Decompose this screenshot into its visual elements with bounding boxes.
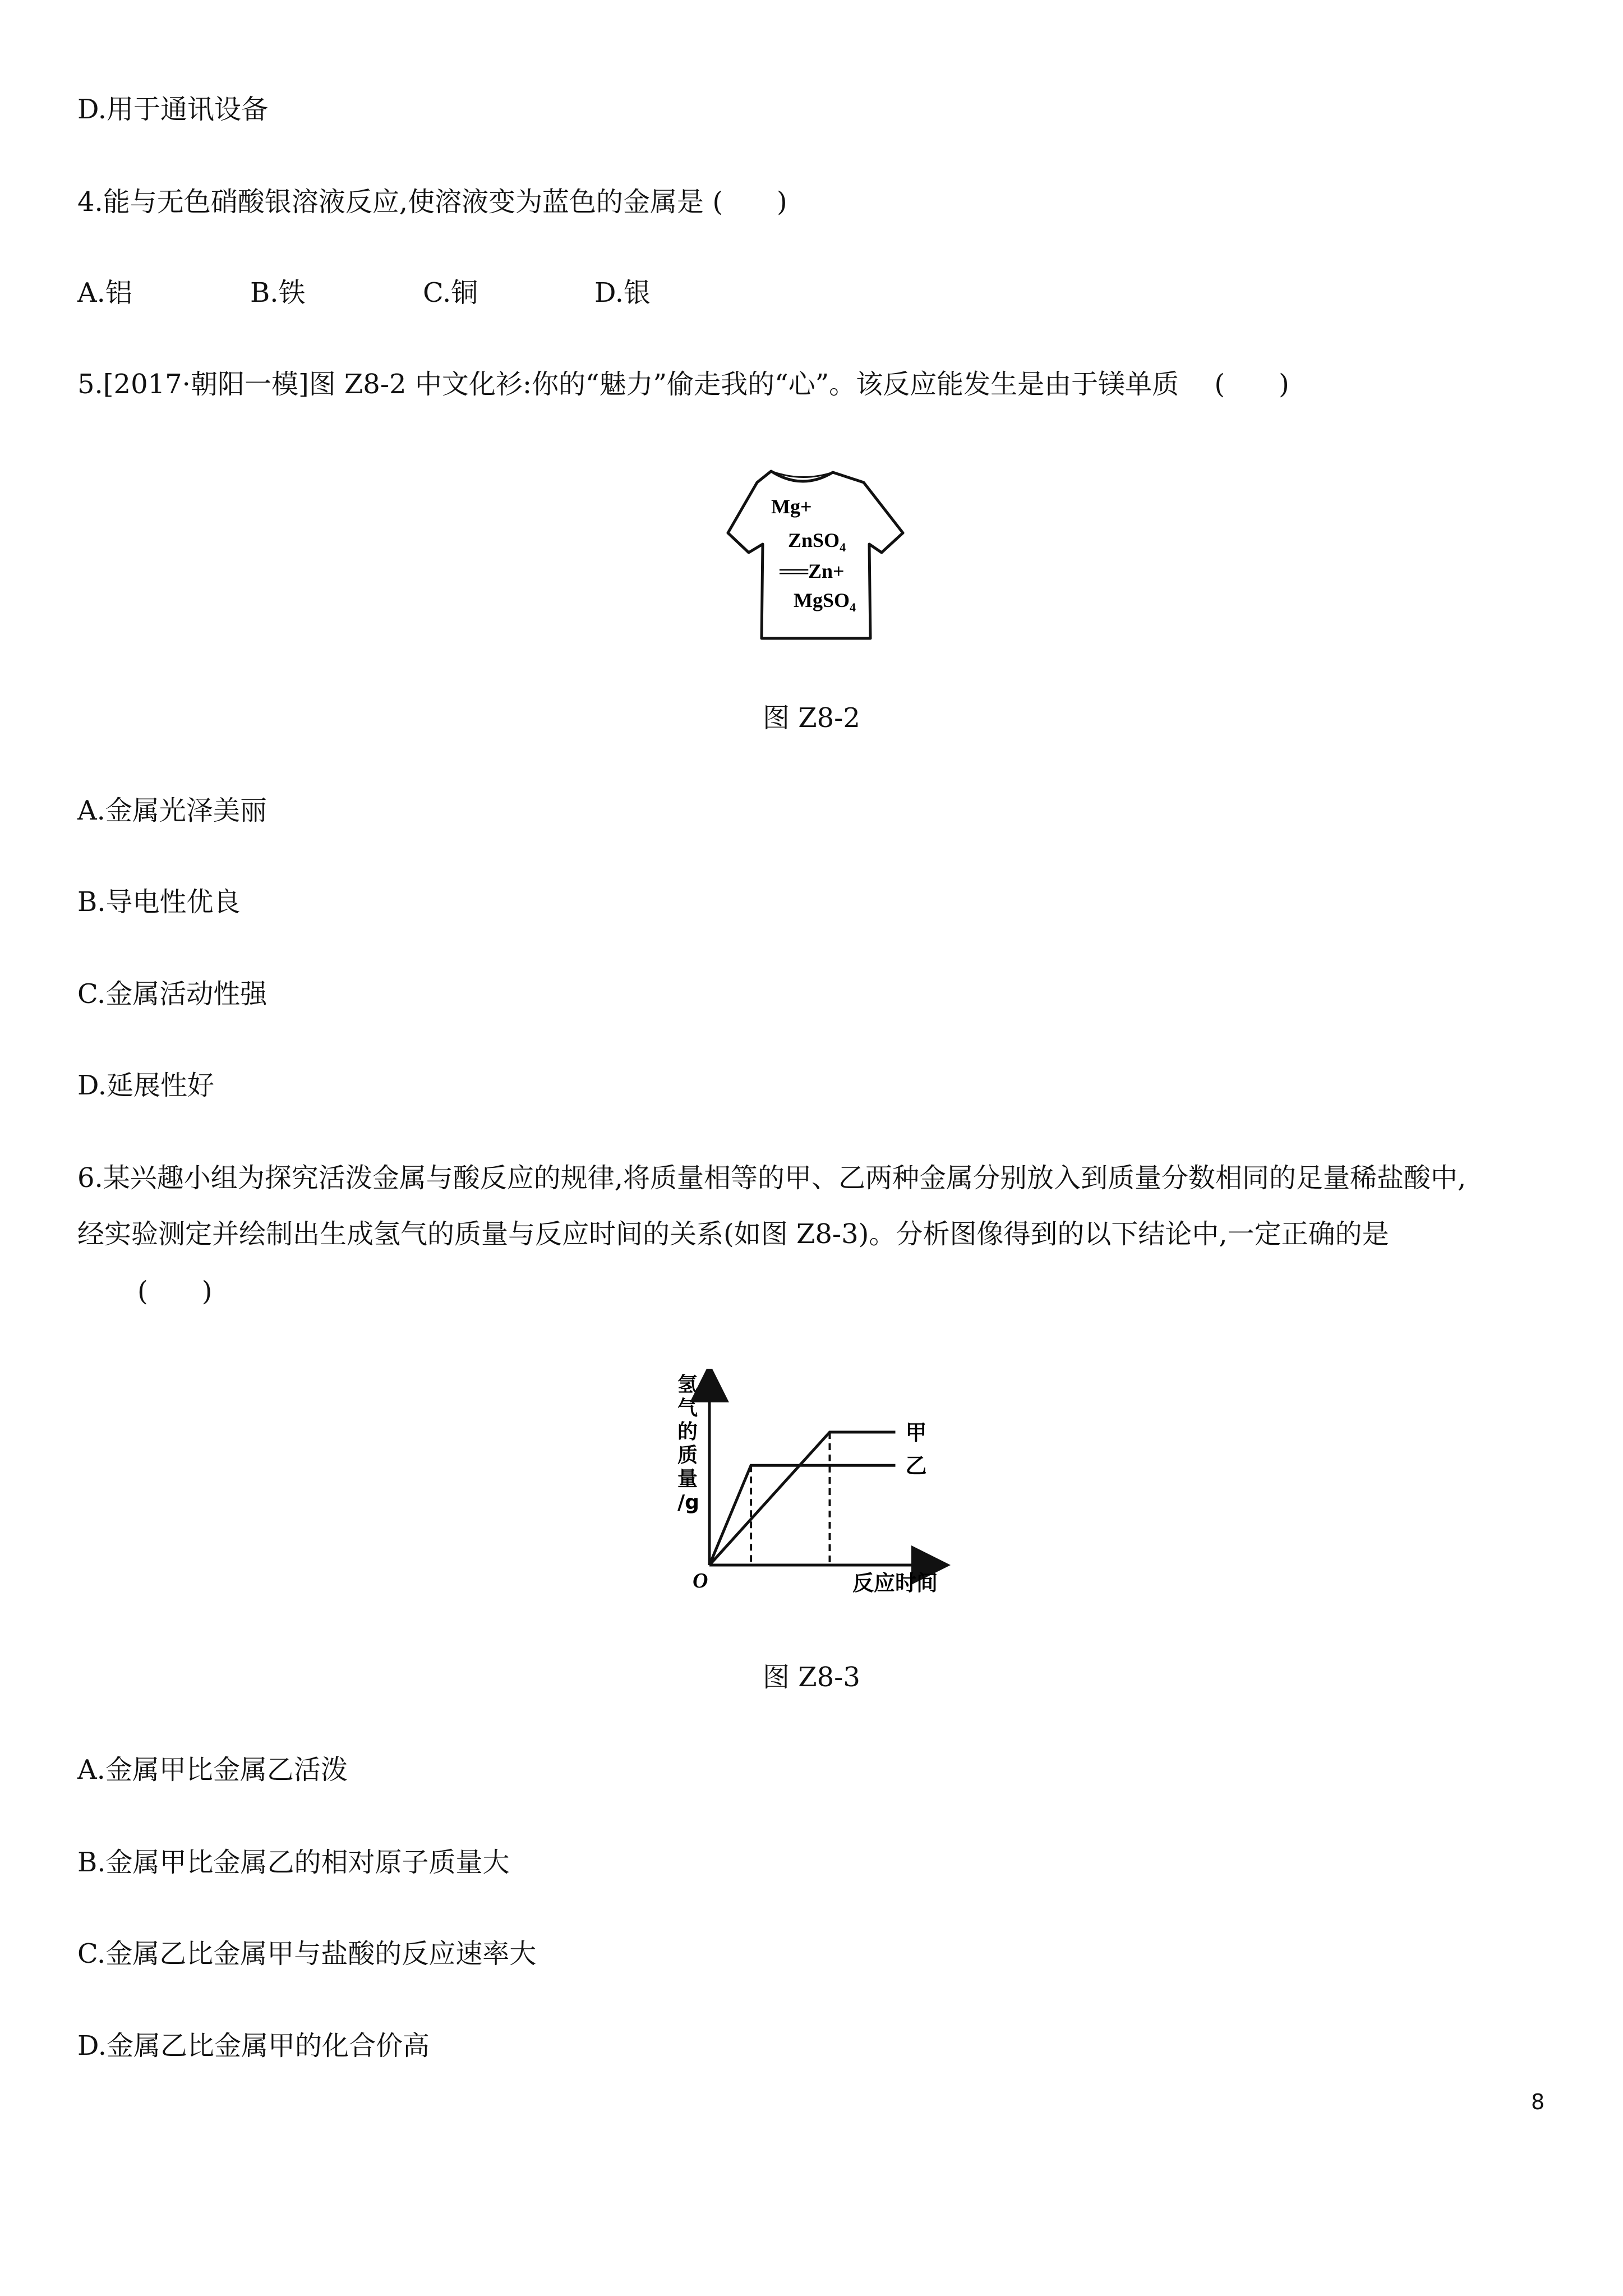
q3-option-d: D.用于通讯设备: [77, 94, 269, 125]
figure-z8-2-caption: 图 Z8-2: [763, 702, 860, 734]
tshirt-text-line2: ZnSO$_4$: [788, 529, 846, 554]
q5-option-a: A.金属光泽美丽: [77, 795, 267, 826]
q6-stem-line2: 经实验测定并绘制出生成氢气的质量与反应时间的关系(如图 Z8-3)。分析图像得到的以下结论中,一定正确的是: [77, 1218, 1389, 1250]
q6-option-d: D.金属乙比金属甲的化合价高: [77, 2030, 430, 2062]
q5-option-d: D.延展性好: [77, 1070, 215, 1101]
x-axis-label: 反应时间: [852, 1571, 938, 1595]
origin-label: O: [693, 1569, 708, 1593]
q6-option-b: B.金属甲比金属乙的相对原子质量大: [77, 1847, 510, 1878]
q5-stem: 5.[2017·朝阳一模]图 Z8-2 中文化衫:你的“魅力”偷走我的“心”。该反应能发生是由于镁单质 ( ): [77, 369, 1289, 400]
tshirt-figure: [718, 460, 909, 645]
tshirt-outline: [728, 471, 903, 638]
tshirt-text-line4: MgSO$_4$: [794, 589, 856, 614]
tshirt-text-line3: ══Zn+: [780, 560, 845, 582]
q4-option-d: D.银: [594, 277, 651, 309]
y-axis-label-char: 的: [677, 1420, 698, 1443]
figure-z8-3-caption: 图 Z8-3: [763, 1662, 860, 1693]
q6-option-c: C.金属乙比金属甲与盐酸的反应速率大: [77, 1938, 537, 1970]
q6-stem-line1: 6.某兴趣小组为探究活泼金属与酸反应的规律,将质量相等的甲、乙两种金属分别放入到质量分数相同的足量稀盐酸中,: [77, 1162, 1467, 1194]
q4-option-c: C.铜: [423, 277, 478, 309]
series-label-2: 乙: [905, 1453, 927, 1479]
q5-option-c: C.金属活动性强: [77, 978, 268, 1010]
series-label-1: 甲: [905, 1420, 927, 1445]
series-line-2: [709, 1465, 896, 1565]
q6-option-a: A.金属甲比金属乙活泼: [77, 1754, 348, 1786]
y-axis-label-char: /g: [677, 1491, 699, 1514]
y-axis-label-char: 量: [677, 1467, 698, 1490]
y-axis-label-char: 氢: [677, 1373, 698, 1396]
q4-options: [77, 276, 863, 310]
y-axis-label-char: 气: [677, 1397, 698, 1420]
y-axis-label: [677, 1373, 699, 1514]
q5-option-b: B.导电性优良: [77, 886, 241, 918]
q4-option-a: A.铝: [77, 277, 132, 309]
y-axis-label-char: 质: [677, 1444, 698, 1467]
hydrogen-mass-chart: [662, 1369, 965, 1616]
q6-stem-line3: ( ): [137, 1276, 213, 1307]
q4-option-b: B.铁: [250, 277, 306, 309]
page-number: 8: [1531, 2090, 1545, 2114]
q4-stem: 4.能与无色硝酸银溶液反应,使溶液变为蓝色的金属是 ( ): [77, 186, 787, 218]
tshirt-text-line1: Mg+: [771, 495, 812, 518]
